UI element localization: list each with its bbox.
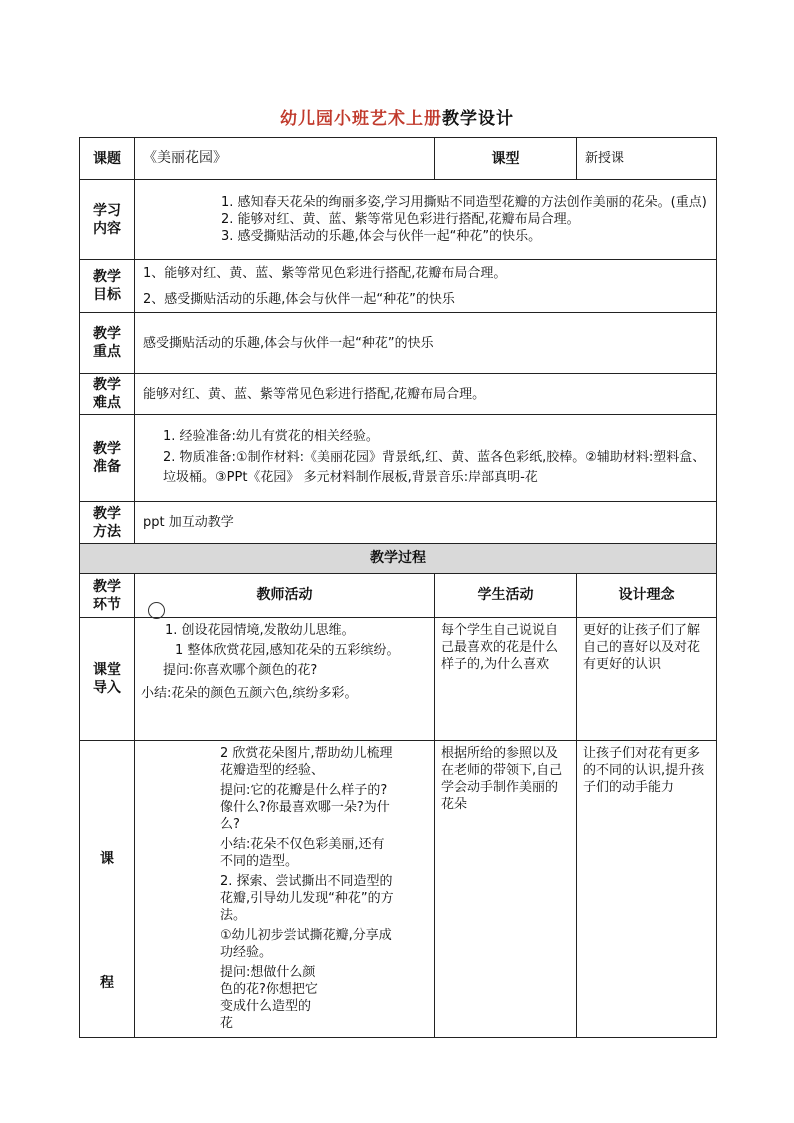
document-title-red: 幼儿园小班艺术上册 [280,109,442,129]
header-design-idea: 设计理念 [577,574,717,618]
course-design-idea: 让孩子们对花有更多的不同的认识,提升孩子们的动手能力 [577,741,717,1038]
header-teacher-activity: 教师活动 [135,574,435,618]
label-learning-content: 学习 内容 [80,180,135,260]
intro-teacher-line: 1. 创设花园情境,发散幼儿思维。 [165,623,355,638]
label-difficulty: 教学 难点 [80,374,135,415]
row-method [80,502,717,544]
course-teacher-line: 2 欣赏花朵图片,帮助幼儿梳理花瓣造型的经验、 [220,746,393,778]
label-course-bottom: 程 [100,975,114,991]
preparation-line: 1. 经验准备:幼儿有赏花的相关经验。 [163,429,379,444]
goal-line: 2、感受撕贴活动的乐趣,体会与伙伴一起“种花”的快乐 [143,291,455,307]
label-course [80,741,135,1038]
row-course [80,741,717,1038]
intro-student-activity: 每个学生自己说说自己最喜欢的花是什么样子的,为什么喜欢 [435,618,577,741]
difficulty: 能够对红、黄、蓝、紫等常见色彩进行搭配,花瓣布局合理。 [135,374,717,415]
goal-line: 1、能够对红、黄、蓝、紫等常见色彩进行搭配,花瓣布局合理。 [143,265,507,281]
lesson-plan-table [79,137,717,1038]
header-stage: 教学 环节 [80,574,135,618]
document-title [0,104,794,129]
preparation [135,415,717,502]
label-key-point: 教学 重点 [80,313,135,374]
topic-value: 《美丽花园》 [135,138,435,180]
learning-line: 1. 感知春天花朵的绚丽多姿,学习用撕贴不同造型花瓣的方法创作美丽的花朵。(重点) [221,195,707,210]
row-column-headers [80,574,717,618]
label-method: 教学 方法 [80,502,135,544]
label-intro: 课堂 导入 [80,618,135,741]
course-teacher-line: 提问:想做什么颜色的花?你想把它变成什么造型的花 [220,965,318,1031]
row-process-header [80,544,717,574]
course-teacher-line: 2. 探索、尝试撕出不同造型的花瓣,引导幼儿发现“种花”的方法。 [220,874,394,923]
teaching-goal [135,260,717,313]
label-topic: 课题 [80,138,135,180]
intro-teacher-line: 1 整体欣赏花园,感知花朵的五彩缤纷。 [175,643,400,658]
learning-line: 3. 感受撕贴活动的乐趣,体会与伙伴一起“种花”的快乐。 [221,229,542,244]
learning-line: 2. 能够对红、黄、蓝、紫等常见色彩进行搭配,花瓣布局合理。 [221,212,580,227]
preparation-line: 2. 物质准备:①制作材料:《美丽花园》背景纸,红、黄、蓝各色彩纸,胶棒。②辅助材料:塑料盒、垃圾桶。③PPt《花园》 多元材料制作展板,背景音乐:岸部真明-花 [163,450,706,485]
row-teaching-goal [80,260,717,313]
circle-mark-icon [148,602,165,619]
label-type: 课型 [435,138,577,180]
course-teacher-line: 提问:它的花瓣是什么样子的?像什么?你最喜欢哪一朵?为什么? [220,783,390,832]
type-value: 新授课 [577,138,717,180]
course-teacher-line: 小结:花朵不仅色彩美丽,还有不同的造型。 [220,837,385,869]
row-difficulty [80,374,717,415]
header-student-activity: 学生活动 [435,574,577,618]
label-course-top: 课 [100,851,114,867]
row-topic [80,138,717,180]
row-preparation [80,415,717,502]
row-key-point [80,313,717,374]
label-preparation: 教学 准备 [80,415,135,502]
course-student-activity: 根据所给的参照以及在老师的带领下,自己学会动手制作美丽的花朵 [435,741,577,1038]
intro-teacher-line: 提问:你喜欢哪个颜色的花? [163,663,318,678]
key-point: 感受撕贴活动的乐趣,体会与伙伴一起“种花”的快乐 [135,313,717,374]
intro-teacher-line: 小结:花朵的颜色五颜六色,缤纷多彩。 [141,686,358,701]
process-header: 教学过程 [80,544,717,574]
learning-content [135,180,717,260]
intro-teacher-activity [135,618,435,741]
course-teacher-activity [135,741,435,1038]
document-title-black: 教学设计 [442,109,514,129]
row-learning-content [80,180,717,260]
course-teacher-line: ①幼儿初步尝试撕花瓣,分享成功经验。 [220,928,392,960]
intro-design-idea: 更好的让孩子们了解自己的喜好以及对花有更好的认识 [577,618,717,741]
method: ppt 加互动教学 [135,502,717,544]
row-intro [80,618,717,741]
label-teaching-goal: 教学 目标 [80,260,135,313]
